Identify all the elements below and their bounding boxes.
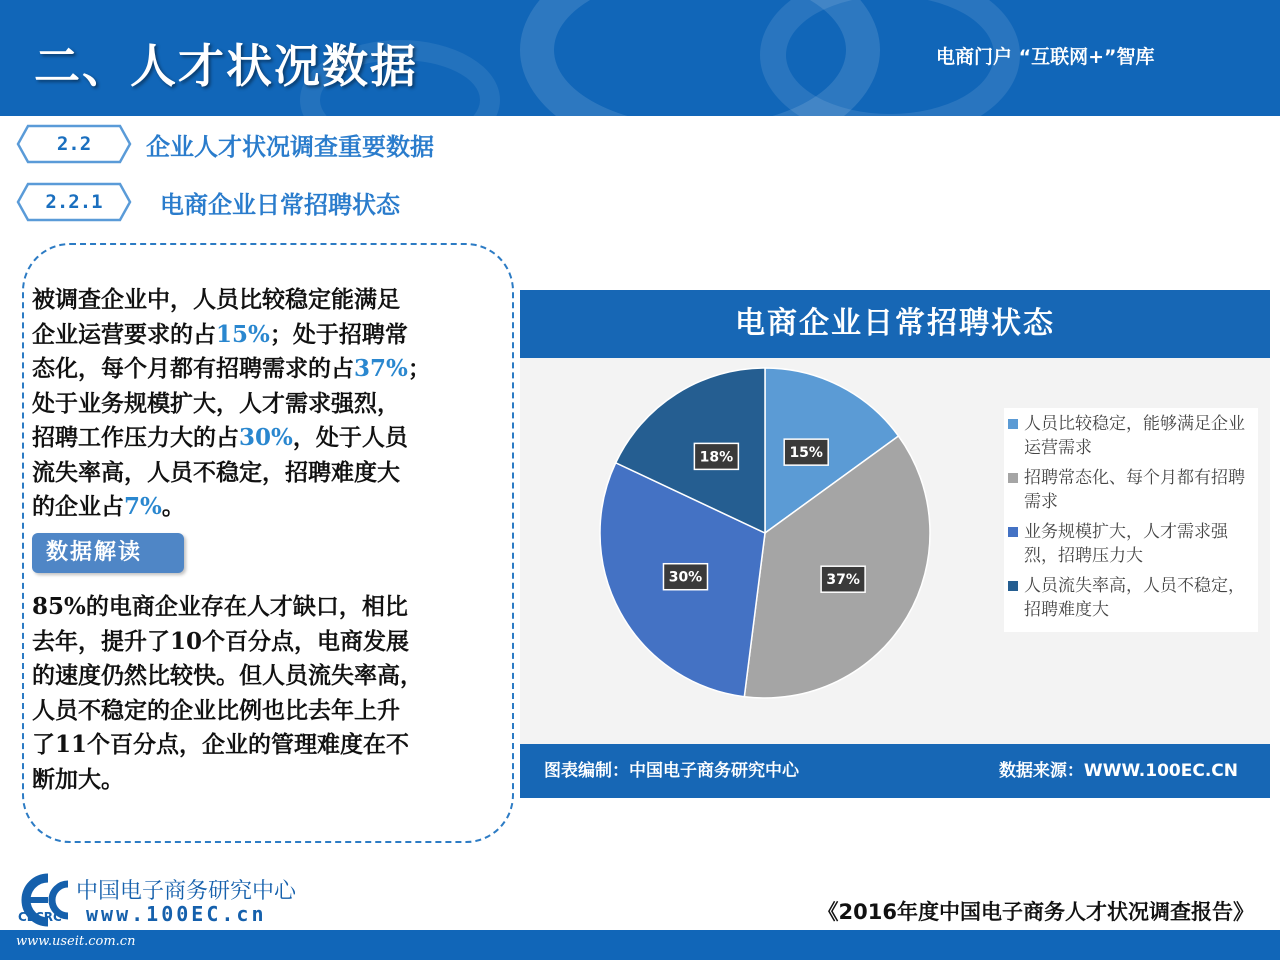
percentage-highlight: 30% [239, 424, 293, 451]
subsection-number-badge [16, 124, 132, 164]
legend-item [1008, 574, 1254, 622]
summary-line: 企业运营要求的占15%；处于招聘常 [32, 320, 408, 348]
chart-legend [1004, 408, 1258, 632]
interpretation-line: 85%的电商企业存在人才缺口，相比 [32, 593, 408, 620]
report-title: 《2016年度中国电子商务人才状况调查报告》 [817, 900, 1254, 924]
chart-credit: 图表编制：中国电子商务研究中心 [544, 761, 799, 781]
legend-item [1008, 466, 1254, 514]
chart-title: 电商企业日常招聘状态 [520, 290, 1270, 358]
interpretation-line: 的速度仍然比较快。但人员流失率高， [32, 662, 423, 689]
interpretation-paragraph [32, 590, 423, 797]
legend-swatch [1008, 473, 1018, 483]
legend-swatch [1008, 527, 1018, 537]
subsection-number: 2.2 [56, 133, 92, 155]
slice-label-text: 37% [826, 572, 860, 589]
slice-label-text: 15% [789, 445, 823, 462]
subsection-number-badge [16, 182, 132, 222]
legend-label: 人员比较稳定，能够满足企业运营需求 [1024, 414, 1245, 458]
subsection-label: 企业人才状况调查重要数据 [146, 132, 434, 161]
summary-line: 招聘工作压力大的占30%，处于人员 [32, 424, 408, 451]
interpretation-line: 断加大。 [32, 765, 124, 793]
legend-item [1008, 520, 1254, 568]
slice-data-label [784, 439, 828, 465]
interpretation-label: 数据解读 [32, 533, 184, 573]
slice-label-text: 18% [699, 449, 734, 466]
slice-label-text: 30% [668, 569, 703, 586]
interpretation-line: 去年，提升了10个百分点，电商发展 [32, 627, 410, 655]
chart-source: 数据来源：WWW.100EC.CN [998, 761, 1238, 781]
header-tagline: 电商门户 “互联网+”智库 [936, 46, 1155, 68]
summary-line: 的企业占7%。 [32, 493, 185, 520]
org-url: www.100EC.cn [86, 902, 267, 926]
legend-item [1008, 412, 1254, 460]
legend-label: 招聘常态化、每个月都有招聘需求 [1024, 468, 1245, 512]
slice-data-label [663, 564, 707, 590]
summary-paragraph [32, 283, 431, 525]
subsection-number: 2.2.1 [45, 191, 103, 213]
org-abbreviation: CECRC [18, 910, 62, 924]
summary-line: 处于业务规模扩大，人才需求强烈， [32, 389, 400, 417]
chart-panel [520, 290, 1270, 798]
section-title: 二、人才状况数据 [34, 39, 418, 93]
watermark: www.useit.com.cn [16, 934, 136, 949]
header-banner [0, 0, 1280, 116]
legend-label: 业务规模扩大，人才需求强烈，招聘压力大 [1024, 522, 1228, 566]
chart-footer [520, 744, 1270, 798]
subsection-heading-2-2 [16, 124, 434, 164]
legend-swatch [1008, 419, 1018, 429]
pie-chart [520, 358, 1000, 744]
percentage-highlight: 15% [216, 320, 270, 348]
percentage-highlight: 37% [354, 355, 408, 382]
slice-data-label [821, 566, 865, 592]
interpretation-line: 了11个百分点，企业的管理难度在不 [32, 731, 410, 758]
slice-data-label [694, 443, 738, 469]
subsection-label: 电商企业日常招聘状态 [160, 190, 400, 219]
org-name: 中国电子商务研究中心 [76, 879, 297, 904]
legend-swatch [1008, 581, 1018, 591]
summary-line: 被调查企业中，人员比较稳定能满足 [32, 286, 400, 313]
percentage-highlight: 7% [124, 493, 162, 520]
interpretation-line: 人员不稳定的企业比例也比去年上升 [32, 696, 400, 724]
subsection-heading-2-2-1 [16, 182, 400, 222]
legend-label: 人员流失率高，人员不稳定，招聘难度大 [1024, 576, 1245, 620]
summary-line: 态化，每个月都有招聘需求的占37%； [32, 355, 431, 382]
summary-line: 流失率高，人员不稳定，招聘难度大 [32, 458, 400, 486]
footer-strip [0, 930, 1280, 960]
